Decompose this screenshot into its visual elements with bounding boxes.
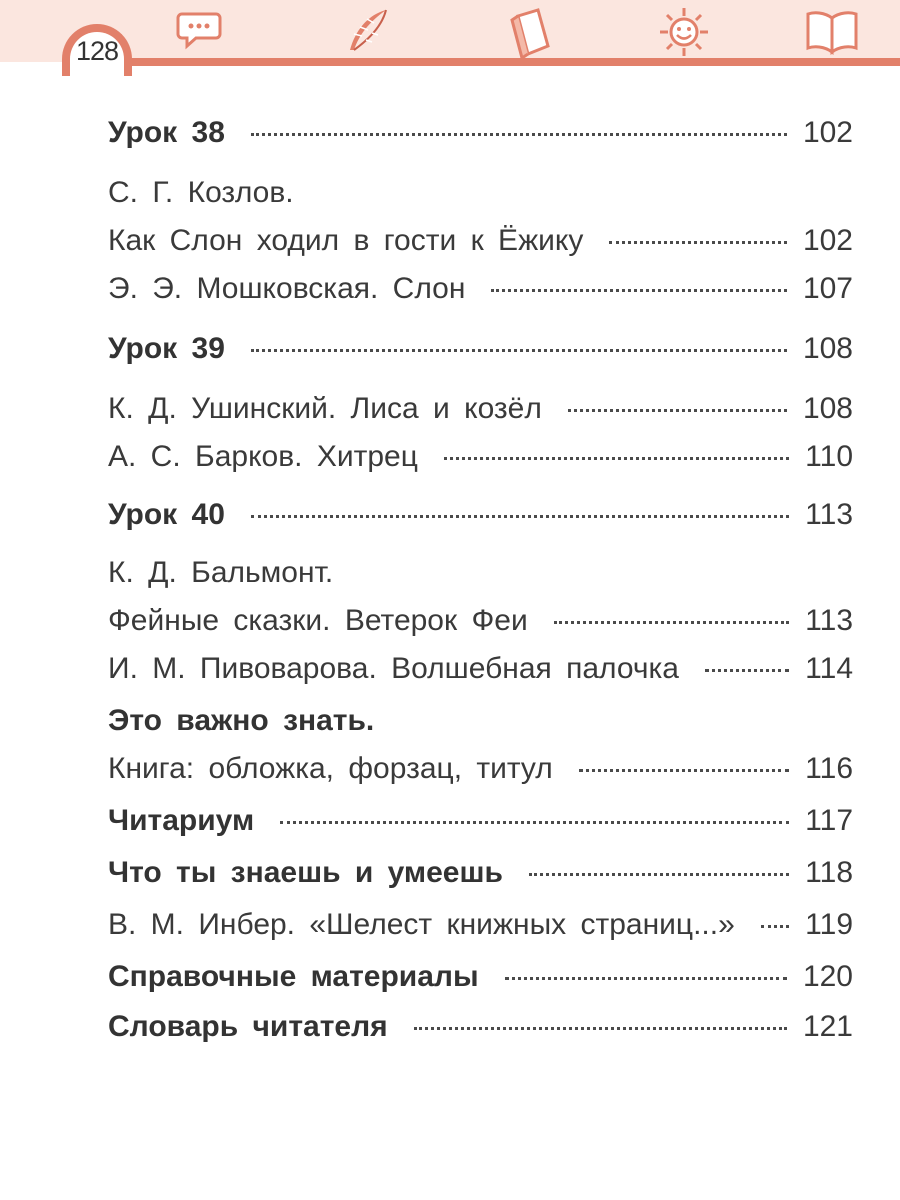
toc-entry-page: 117 <box>805 804 853 837</box>
toc-entry-page: 120 <box>802 960 853 993</box>
toc-entry <box>108 440 853 474</box>
toc-entry-title: Э. Э. Мошковская. Слон <box>108 272 466 305</box>
toc-entry <box>108 960 853 994</box>
toc-entry-page: 113 <box>805 604 853 637</box>
toc-entry-title: Урок 38 <box>108 116 225 149</box>
toc-entry-page: 114 <box>805 652 853 685</box>
toc-leader-dots <box>609 241 787 244</box>
toc-entry <box>108 332 853 366</box>
toc-entry-title: Урок 39 <box>108 332 225 365</box>
toc-entry <box>108 604 853 638</box>
toc-entry <box>108 804 853 838</box>
toc-entry <box>108 498 853 532</box>
toc-entry <box>108 272 853 306</box>
toc-leader-dots <box>491 289 787 292</box>
toc-leader-dots <box>529 873 789 876</box>
toc-entry-title: К. Д. Бальмонт. <box>108 556 334 589</box>
toc-entry-title: Справочные материалы <box>108 960 479 993</box>
toc-leader-dots <box>761 925 789 928</box>
toc-leader-dots <box>280 821 789 824</box>
toc-entry-title: Это важно знать. <box>108 704 375 737</box>
speech-bubble-icon <box>176 6 222 52</box>
toc-entry-page: 119 <box>805 908 853 941</box>
toc-leader-dots <box>705 669 789 672</box>
header-rule <box>64 58 900 66</box>
open-book-icon <box>804 6 860 56</box>
toc-leader-dots <box>579 769 789 772</box>
table-of-contents <box>108 110 853 1044</box>
toc-entry <box>108 392 853 426</box>
toc-entry <box>108 704 853 738</box>
toc-leader-dots <box>251 133 787 136</box>
toc-entry-title: Что ты знаешь и умеешь <box>108 856 503 889</box>
toc-entry-title: Как Слон ходил в гости к Ёжику <box>108 224 584 257</box>
toc-entry <box>108 1010 853 1044</box>
toc-leader-dots <box>444 457 789 460</box>
toc-entry-title: Словарь читателя <box>108 1010 388 1043</box>
toc-leader-dots <box>568 409 787 412</box>
toc-entry-title: А. С. Барков. Хитрец <box>108 440 418 473</box>
toc-entry <box>108 652 853 686</box>
toc-leader-dots <box>251 349 787 352</box>
toc-entry-title: С. Г. Козлов. <box>108 176 294 209</box>
toc-entry <box>108 176 853 210</box>
toc-leader-dots <box>505 977 787 980</box>
toc-entry-page: 121 <box>802 1010 853 1043</box>
toc-entry-page: 107 <box>802 272 853 305</box>
toc-entry-page: 102 <box>802 224 853 257</box>
toc-entry <box>108 116 853 150</box>
page-number: 128 <box>75 36 119 66</box>
toc-leader-dots <box>554 621 789 624</box>
toc-entry-title: Читариум <box>108 804 255 837</box>
toc-entry <box>108 224 853 258</box>
toc-leader-dots <box>414 1027 787 1030</box>
toc-leader-dots <box>251 515 789 518</box>
toc-entry-page: 110 <box>805 440 853 473</box>
book-side-icon <box>508 6 552 60</box>
toc-entry-title: И. М. Пивоварова. Волшебная палочка <box>108 652 679 685</box>
toc-entry-page: 108 <box>802 392 853 425</box>
toc-entry-page: 102 <box>802 116 853 149</box>
header-band <box>0 0 900 62</box>
feather-icon <box>342 6 392 56</box>
sun-icon <box>658 6 710 58</box>
toc-entry-title: К. Д. Ушинский. Лиса и козёл <box>108 392 542 425</box>
toc-entry-title: Урок 40 <box>108 498 225 531</box>
toc-entry <box>108 908 853 942</box>
toc-entry <box>108 856 853 890</box>
toc-entry-page: 116 <box>805 752 853 785</box>
toc-entry-title: В. М. Инбер. «Шелест книжных страниц...» <box>108 908 735 941</box>
toc-entry-page: 118 <box>805 856 853 889</box>
toc-entry-title: Фейные сказки. Ветерок Феи <box>108 604 528 637</box>
toc-entry-page: 113 <box>805 498 853 531</box>
toc-entry-page: 108 <box>802 332 853 365</box>
toc-entry-title: Книга: обложка, форзац, титул <box>108 752 553 785</box>
toc-entry <box>108 556 853 590</box>
toc-entry <box>108 752 853 786</box>
